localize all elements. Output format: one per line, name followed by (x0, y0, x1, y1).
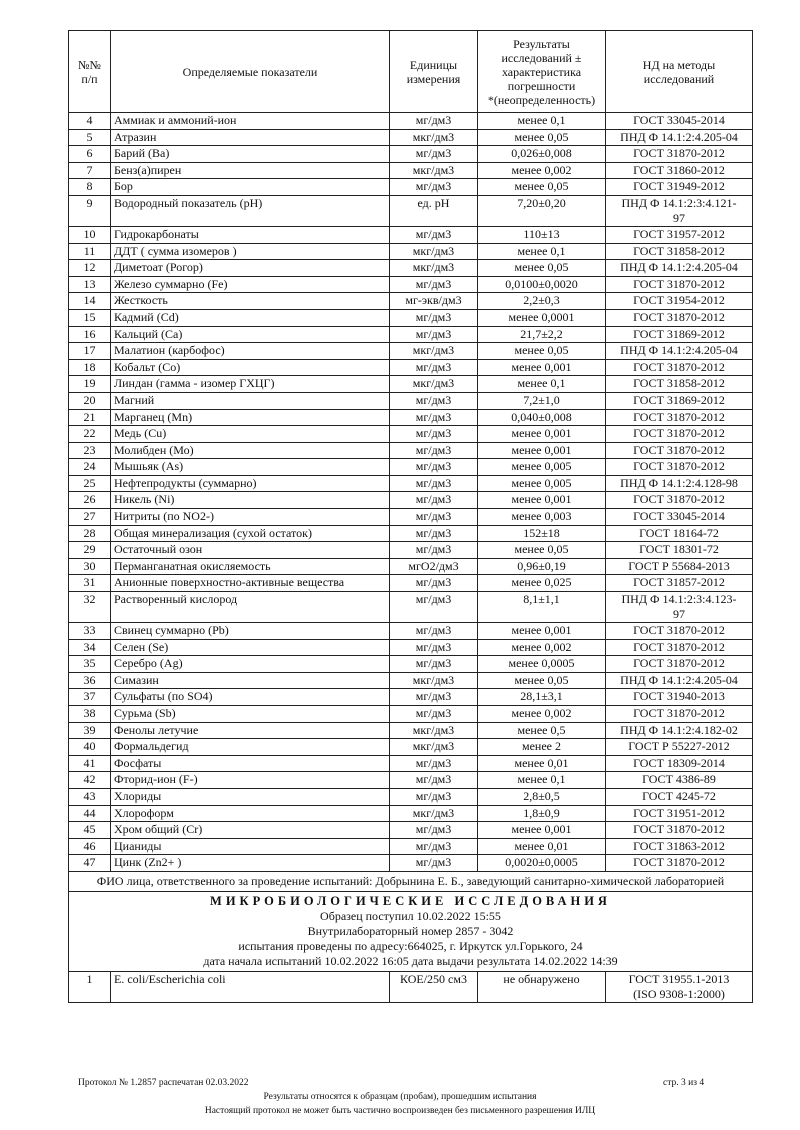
row-nd: ПНД Ф 14.1:2:4.205-04 (606, 672, 753, 689)
row-unit: мг/дм3 (390, 772, 478, 789)
footer-page-number: стр. 3 из 4 (663, 1078, 705, 1088)
row-nd: ГОСТ 31940-2013 (606, 689, 753, 706)
row-result: менее 0,1 (478, 772, 606, 789)
table-row (69, 293, 753, 310)
row-name: Сурьма (Sb) (111, 706, 390, 723)
row-num: 17 (69, 343, 111, 360)
header-name: Определяемые показатели (111, 31, 390, 113)
row-num: 39 (69, 722, 111, 739)
row-num: 6 (69, 146, 111, 163)
row-num: 47 (69, 855, 111, 872)
row-num: 20 (69, 392, 111, 409)
row-num: 31 (69, 575, 111, 592)
table-row (69, 739, 753, 756)
row-num: 35 (69, 656, 111, 673)
header-unit: Единицы измерения (390, 31, 478, 113)
row-unit: мг/дм3 (390, 575, 478, 592)
row-unit: мкг/дм3 (390, 376, 478, 393)
row-result: 8,1±1,1 (478, 592, 606, 623)
row-unit: мг/дм3 (390, 689, 478, 706)
row-num: 38 (69, 706, 111, 723)
row-nd: ГОСТ 31857-2012 (606, 575, 753, 592)
row-name: Анионные поверхностно-активные вещества (111, 575, 390, 592)
row-num: 36 (69, 672, 111, 689)
table-row (69, 525, 753, 542)
row-unit: мг/дм3 (390, 706, 478, 723)
row-name: Общая минерализация (сухой остаток) (111, 525, 390, 542)
row-name: Остаточный озон (111, 542, 390, 559)
row-unit: мг/дм3 (390, 639, 478, 656)
row-unit: мкг/дм3 (390, 260, 478, 277)
row-nd: ПНД Ф 14.1:2:3:4.121- 97 (606, 195, 753, 226)
row-result: менее 0,05 (478, 343, 606, 360)
row-nd: ГОСТ 31870-2012 (606, 359, 753, 376)
row-result: менее 0,0001 (478, 309, 606, 326)
table-row (69, 309, 753, 326)
row-result: менее 0,001 (478, 623, 606, 640)
table-row (69, 558, 753, 575)
row-unit: мг/дм3 (390, 459, 478, 476)
row-num: 37 (69, 689, 111, 706)
table-row (69, 426, 753, 443)
row-result: менее 0,005 (478, 475, 606, 492)
row-nd: ГОСТ 31870-2012 (606, 409, 753, 426)
row-result: менее 0,002 (478, 162, 606, 179)
row-nd: ГОСТ 31863-2012 (606, 838, 753, 855)
row-num: 34 (69, 639, 111, 656)
row-name: Хлориды (111, 788, 390, 805)
row-name: Фторид-ион (F-) (111, 772, 390, 789)
row-unit: мгО2/дм3 (390, 558, 478, 575)
row-result: 7,2±1,0 (478, 392, 606, 409)
row-result: 2,8±0,5 (478, 788, 606, 805)
row-nd: ПНД Ф 14.1:2:4.182-02 (606, 722, 753, 739)
table-row (69, 855, 753, 872)
row-unit: мг/дм3 (390, 179, 478, 196)
header-result: Результаты исследований ± характеристика погрешности *(неопределенность) (478, 31, 606, 113)
row-name: Железо суммарно (Fe) (111, 276, 390, 293)
row-result: менее 0,05 (478, 260, 606, 277)
micro-row (69, 971, 753, 1002)
header-nd: НД на методы исследований (606, 31, 753, 113)
protocol-page (68, 30, 752, 1003)
micro-row-result: не обнаружено (478, 971, 606, 1002)
row-name: Хлороформ (111, 805, 390, 822)
row-result: менее 0,05 (478, 179, 606, 196)
table-row (69, 195, 753, 226)
row-name: Фенолы летучие (111, 722, 390, 739)
row-unit: мг/дм3 (390, 309, 478, 326)
row-num: 4 (69, 113, 111, 130)
row-num: 16 (69, 326, 111, 343)
row-result: менее 0,05 (478, 129, 606, 146)
table-row (69, 146, 753, 163)
table-row (69, 639, 753, 656)
row-num: 40 (69, 739, 111, 756)
row-unit: мг/дм3 (390, 426, 478, 443)
row-nd: ГОСТ 31951-2012 (606, 805, 753, 822)
row-nd: ГОСТ 31870-2012 (606, 639, 753, 656)
row-result: 0,026±0,008 (478, 146, 606, 163)
row-num: 5 (69, 129, 111, 146)
row-name: Серебро (Ag) (111, 656, 390, 673)
row-result: менее 0,001 (478, 492, 606, 509)
table-row (69, 113, 753, 130)
row-unit: мкг/дм3 (390, 805, 478, 822)
micro-row-nd: ГОСТ 31955.1-2013 (ISO 9308-1:2000) (606, 971, 753, 1002)
row-name: Бор (111, 179, 390, 196)
table-row (69, 575, 753, 592)
row-unit: мкг/дм3 (390, 672, 478, 689)
micro-dates: дата начала испытаний 10.02.2022 16:05 дата выдачи результата 14.02.2022 14:39 (203, 953, 618, 968)
table-row (69, 689, 753, 706)
row-name: Никель (Ni) (111, 492, 390, 509)
row-result: менее 0,001 (478, 822, 606, 839)
row-unit: мг/дм3 (390, 592, 478, 623)
row-nd: ГОСТ 31949-2012 (606, 179, 753, 196)
footer-note-reproduction: Настоящий протокол не может быть частично воспроизведен без письменного разрешения ИЛЦ (204, 1106, 596, 1116)
row-unit: мг/дм3 (390, 542, 478, 559)
row-name: Нефтепродукты (суммарно) (111, 475, 390, 492)
row-unit: мг/дм3 (390, 226, 478, 243)
footer-note-results: Результаты относятся к образцам (пробам), прошедшим испытания (263, 1092, 537, 1102)
table-row (69, 592, 753, 623)
micro-header (69, 891, 753, 971)
row-name: Хром общий (Cr) (111, 822, 390, 839)
table-row (69, 129, 753, 146)
row-result: 7,20±0,20 (478, 195, 606, 226)
row-name: Марганец (Mn) (111, 409, 390, 426)
row-nd: ГОСТ Р 55227-2012 (606, 739, 753, 756)
row-unit: мг/дм3 (390, 409, 478, 426)
row-num: 23 (69, 442, 111, 459)
row-name: Растворенный кислород (111, 592, 390, 623)
row-unit: мкг/дм3 (390, 722, 478, 739)
micro-row-name: E. coli/Escherichia coli (111, 971, 390, 1002)
row-nd: ГОСТ 18309-2014 (606, 755, 753, 772)
row-nd: ПНД Ф 14.1:2:4.205-04 (606, 129, 753, 146)
row-name: Барий (Ва) (111, 146, 390, 163)
header-num: №№ п/п (69, 31, 111, 113)
row-name: Жесткость (111, 293, 390, 310)
table-row (69, 475, 753, 492)
row-unit: мг/дм3 (390, 326, 478, 343)
table-row (69, 376, 753, 393)
table-row (69, 805, 753, 822)
row-name: Кадмий (Cd) (111, 309, 390, 326)
table-row (69, 838, 753, 855)
row-num: 21 (69, 409, 111, 426)
micro-address: испытания проведены по адресу:664025, г. Иркутск ул.Горького, 24 (238, 938, 583, 953)
row-num: 28 (69, 525, 111, 542)
table-row (69, 822, 753, 839)
row-name: Цианиды (111, 838, 390, 855)
table-row (69, 409, 753, 426)
table-row (69, 755, 753, 772)
row-result: менее 0,025 (478, 575, 606, 592)
row-name: Кальций (Са) (111, 326, 390, 343)
row-unit: мг/дм3 (390, 146, 478, 163)
row-unit: мг/дм3 (390, 359, 478, 376)
row-unit: мг/дм3 (390, 755, 478, 772)
row-name: Нитриты (по NO2-) (111, 509, 390, 526)
row-nd: ГОСТ 31870-2012 (606, 459, 753, 476)
table-row (69, 459, 753, 476)
row-num: 42 (69, 772, 111, 789)
row-num: 13 (69, 276, 111, 293)
row-nd: ГОСТ 31870-2012 (606, 822, 753, 839)
row-nd: ГОСТ 31858-2012 (606, 376, 753, 393)
row-result: менее 0,005 (478, 459, 606, 476)
table-row (69, 442, 753, 459)
row-num: 7 (69, 162, 111, 179)
row-num: 12 (69, 260, 111, 277)
row-nd: ГОСТ 33045-2014 (606, 509, 753, 526)
row-num: 25 (69, 475, 111, 492)
row-num: 8 (69, 179, 111, 196)
row-name: Симазин (111, 672, 390, 689)
table-row (69, 492, 753, 509)
fio-row (69, 871, 753, 891)
row-unit: мг/дм3 (390, 392, 478, 409)
row-unit: ед. рН (390, 195, 478, 226)
row-result: менее 0,003 (478, 509, 606, 526)
row-num: 27 (69, 509, 111, 526)
row-nd: ГОСТ 31957-2012 (606, 226, 753, 243)
row-result: менее 0,05 (478, 672, 606, 689)
row-unit: мг/дм3 (390, 822, 478, 839)
row-name: Селен (Se) (111, 639, 390, 656)
row-result: менее 0,01 (478, 838, 606, 855)
row-unit: мг-экв/дм3 (390, 293, 478, 310)
row-nd: ГОСТ 33045-2014 (606, 113, 753, 130)
table-row (69, 392, 753, 409)
row-result: менее 0,001 (478, 359, 606, 376)
row-unit: мг/дм3 (390, 656, 478, 673)
row-result: менее 0,01 (478, 755, 606, 772)
row-nd: ГОСТ 31869-2012 (606, 326, 753, 343)
micro-title: МИКРОБИОЛОГИЧЕСКИЕ ИССЛЕДОВАНИЯ (210, 893, 611, 908)
row-result: 0,96±0,19 (478, 558, 606, 575)
row-nd: ГОСТ 31870-2012 (606, 309, 753, 326)
row-num: 19 (69, 376, 111, 393)
row-unit: мг/дм3 (390, 509, 478, 526)
row-name: Диметоат (Рогор) (111, 260, 390, 277)
row-num: 14 (69, 293, 111, 310)
row-num: 45 (69, 822, 111, 839)
table-header (69, 31, 753, 113)
row-nd: ГОСТ 4245-72 (606, 788, 753, 805)
row-unit: мг/дм3 (390, 492, 478, 509)
row-num: 9 (69, 195, 111, 226)
row-nd: ГОСТ 31870-2012 (606, 426, 753, 443)
row-nd: ГОСТ 18301-72 (606, 542, 753, 559)
row-unit: мг/дм3 (390, 623, 478, 640)
row-name: Аммиак и аммоний-ион (111, 113, 390, 130)
row-num: 22 (69, 426, 111, 443)
row-name: Перманганатная окисляемость (111, 558, 390, 575)
row-result: менее 0,1 (478, 113, 606, 130)
micro-sample-received: Образец поступил 10.02.2022 15:55 (320, 908, 501, 923)
table-row (69, 326, 753, 343)
row-result: менее 0,002 (478, 639, 606, 656)
table-row (69, 542, 753, 559)
row-result: 1,8±0,9 (478, 805, 606, 822)
fio-text: ФИО лица, ответственного за проведение испытаний: Добрынина Е. Б., заведующий санитарно-химической лабораторией (69, 871, 753, 891)
row-name: ДДТ ( сумма изомеров ) (111, 243, 390, 260)
row-result: 28,1±3,1 (478, 689, 606, 706)
row-nd: ГОСТ 31870-2012 (606, 442, 753, 459)
row-result: 0,0100±0,0020 (478, 276, 606, 293)
row-name: Медь (Cu) (111, 426, 390, 443)
micro-lab-number: Внутрилабораторный номер 2857 - 3042 (307, 923, 514, 938)
row-nd: ГОСТ 31954-2012 (606, 293, 753, 310)
row-unit: мкг/дм3 (390, 343, 478, 360)
row-num: 29 (69, 542, 111, 559)
results-body (69, 113, 753, 872)
row-name: Фосфаты (111, 755, 390, 772)
row-name: Малатион (карбофос) (111, 343, 390, 360)
row-result: 110±13 (478, 226, 606, 243)
row-num: 24 (69, 459, 111, 476)
row-name: Водородный показатель (рН) (111, 195, 390, 226)
row-nd: ГОСТ 31860-2012 (606, 162, 753, 179)
row-result: менее 0,5 (478, 722, 606, 739)
row-nd: ПНД Ф 14.1:2:4.205-04 (606, 343, 753, 360)
row-result: 21,7±2,2 (478, 326, 606, 343)
row-unit: мг/дм3 (390, 442, 478, 459)
row-unit: мкг/дм3 (390, 739, 478, 756)
row-num: 43 (69, 788, 111, 805)
table-row (69, 656, 753, 673)
row-nd: ГОСТ 31870-2012 (606, 706, 753, 723)
table-row (69, 162, 753, 179)
micro-row-num: 1 (69, 971, 111, 1002)
row-unit: мг/дм3 (390, 113, 478, 130)
row-nd: ГОСТ 18164-72 (606, 525, 753, 542)
row-unit: мг/дм3 (390, 788, 478, 805)
row-unit: мг/дм3 (390, 525, 478, 542)
row-num: 11 (69, 243, 111, 260)
row-name: Атразин (111, 129, 390, 146)
row-name: Цинк (Zn2+ ) (111, 855, 390, 872)
table-row (69, 179, 753, 196)
results-table (68, 30, 753, 1003)
row-unit: мг/дм3 (390, 276, 478, 293)
row-name: Формальдегид (111, 739, 390, 756)
row-nd: ГОСТ 31858-2012 (606, 243, 753, 260)
row-num: 10 (69, 226, 111, 243)
row-nd: ГОСТ 31870-2012 (606, 146, 753, 163)
row-result: 0,0020±0,0005 (478, 855, 606, 872)
row-num: 32 (69, 592, 111, 623)
row-unit: мкг/дм3 (390, 129, 478, 146)
table-row (69, 722, 753, 739)
row-nd: ПНД Ф 14.1:2:4.205-04 (606, 260, 753, 277)
row-name: Бенз(а)пирен (111, 162, 390, 179)
table-row (69, 788, 753, 805)
table-row (69, 359, 753, 376)
row-result: менее 0,002 (478, 706, 606, 723)
row-result: 0,040±0,008 (478, 409, 606, 426)
row-nd: ГОСТ 31870-2012 (606, 855, 753, 872)
row-num: 41 (69, 755, 111, 772)
row-nd: ПНД Ф 14.1:2:3:4.123- 97 (606, 592, 753, 623)
row-nd: ГОСТ 4386-89 (606, 772, 753, 789)
row-nd: ГОСТ 31870-2012 (606, 492, 753, 509)
row-name: Мышьяк (As) (111, 459, 390, 476)
row-num: 26 (69, 492, 111, 509)
table-row (69, 276, 753, 293)
table-row (69, 243, 753, 260)
row-nd: ГОСТ 31870-2012 (606, 276, 753, 293)
row-nd: ГОСТ Р 55684-2013 (606, 558, 753, 575)
row-result: менее 0,001 (478, 426, 606, 443)
row-unit: мг/дм3 (390, 475, 478, 492)
row-num: 44 (69, 805, 111, 822)
table-row (69, 509, 753, 526)
table-row (69, 772, 753, 789)
row-nd: ГОСТ 31869-2012 (606, 392, 753, 409)
table-row (69, 672, 753, 689)
row-result: 2,2±0,3 (478, 293, 606, 310)
row-num: 33 (69, 623, 111, 640)
row-result: менее 0,1 (478, 243, 606, 260)
row-name: Линдан (гамма - изомер ГХЦГ) (111, 376, 390, 393)
table-row (69, 226, 753, 243)
row-result: менее 0,05 (478, 542, 606, 559)
table-row (69, 260, 753, 277)
row-nd: ГОСТ 31870-2012 (606, 656, 753, 673)
row-name: Свинец суммарно (Pb) (111, 623, 390, 640)
row-unit: мкг/дм3 (390, 162, 478, 179)
row-result: менее 2 (478, 739, 606, 756)
row-result: менее 0,001 (478, 442, 606, 459)
footer-protocol: Протокол № 1.2857 распечатан 02.03.2022 (78, 1078, 249, 1088)
row-name: Молибден (Мо) (111, 442, 390, 459)
row-nd: ГОСТ 31870-2012 (606, 623, 753, 640)
table-row (69, 343, 753, 360)
table-row (69, 623, 753, 640)
row-name: Кобальт (Со) (111, 359, 390, 376)
row-num: 30 (69, 558, 111, 575)
row-num: 18 (69, 359, 111, 376)
micro-section (69, 891, 753, 971)
row-num: 15 (69, 309, 111, 326)
row-unit: мг/дм3 (390, 838, 478, 855)
row-result: менее 0,1 (478, 376, 606, 393)
row-name: Гидрокарбонаты (111, 226, 390, 243)
table-row (69, 706, 753, 723)
micro-row-unit: КОЕ/250 см3 (390, 971, 478, 1002)
row-result: 152±18 (478, 525, 606, 542)
row-unit: мг/дм3 (390, 855, 478, 872)
row-num: 46 (69, 838, 111, 855)
row-unit: мкг/дм3 (390, 243, 478, 260)
row-name: Магний (111, 392, 390, 409)
row-nd: ПНД Ф 14.1:2:4.128-98 (606, 475, 753, 492)
row-result: менее 0,0005 (478, 656, 606, 673)
row-name: Сульфаты (по SO4) (111, 689, 390, 706)
